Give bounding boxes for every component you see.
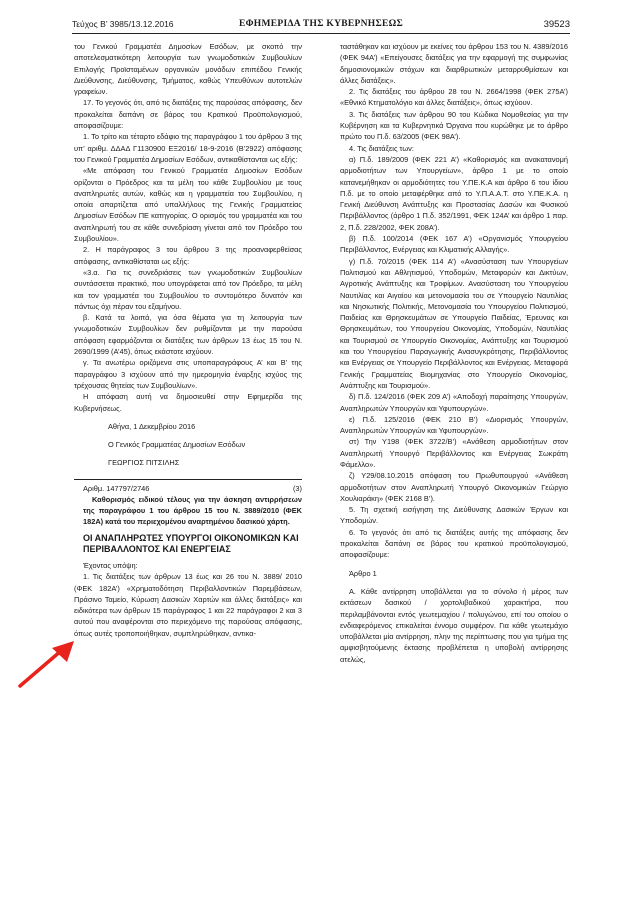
paragraph: ε) Π.δ. 125/2016 (ΦΕΚ 210 Β’) «Διορισμός Υπουργών, Αναπληρωτών Υπουργών και Υφυπουργών».: [340, 414, 568, 436]
signature-date: Αθήνα, 1 Δεκεμβρίου 2016: [108, 421, 196, 431]
decision-block: [74, 479, 302, 527]
paragraph: 2. Τις διατάξεις του άρθρου 28 του Ν. 2664/1998 (ΦΕΚ 275Α’) «Εθνικό Κτηματολόγιο και άλλες διατάξεις», όπως ισχύουν.: [340, 87, 568, 108]
paragraph: στ) Την Υ198 (ΦΕΚ 3722/Β’) «Ανάθεση αρμοδιοτήτων στον Αναπληρωτή Υπουργό Περιβάλλοντος και Ενέργειας Σωκράτη Φάμελλο».: [340, 437, 568, 469]
signature-role: Ο Γενικός Γραμματέας Δημοσίων Εσόδων: [108, 440, 246, 450]
paragraph: του Γενικού Γραμματέα Δημοσίων Εσόδων, με σκοπό την αποτελεσματικότερη λειτουργία των γνωμοδοτικών Συμβουλίων Επιλογής Προϊσταμένων οργανικών μονάδων επιπέδου Γενικής Διεύθυνσης, Διεύθυνσης, Τμήματος, καθώς Υπευθύνων αυτοτελών γραφείων.: [74, 42, 302, 97]
paragraph: «Με απόφαση του Γενικού Γραμματέα Δημοσίων Εσόδων ορίζονται ο Πρόεδρος και τα μέλη του κάθε Συμβουλίου με τους αναπληρωτές αυτών, καθώς και η γραμματεία του Συμβουλίου, η οποία απαρτίζεται από υπαλλήλους της Γενικής Γραμματείας Δημοσίων Εσόδων ΠΕ κατηγορίας. Ο ορισμός του γραμματέα και του αναπληρωτή του σε κάθε συνεδρίαση γίνεται από τον Πρόεδρο του Συμβουλίου».: [74, 166, 302, 244]
article-heading: Άρθρο 1: [349, 568, 377, 578]
paragraph: Η απόφαση αυτή να δημοσιευθεί στην Εφημερίδα της Κυβερνήσεως.: [74, 392, 302, 413]
decision-index: (3): [292, 483, 302, 493]
paragraph: 5. Τη σχετική εισήγηση της Διεύθυνσης Δασικών Έργων και Υποδομών.: [340, 505, 568, 526]
signature-name: ΓΕΩΡΓΙΟΣ ΠΙΤΣΙΛΗΣ: [108, 458, 180, 468]
left-column: [74, 41, 302, 639]
paragraph: γ. Τα ανωτέρω οριζόμενα στις υποπαραγράφους Α’ και Β’ της παραγράφου 3 ισχύουν από την ημερομηνία έναρξης ισχύος της τρέχουσας θητείας των Συμβουλίων».: [74, 358, 302, 390]
page-number: 39523: [543, 19, 570, 30]
paragraph: α) Π.δ. 189/2009 (ΦΕΚ 221 Α’) «Καθορισμός και ανακατανομή αρμοδιοτήτων των Υπουργείων», άρθρο 1 με το οποίο κατανεμήθηκαν οι αρμοδιότητες του Υ.ΠΕ.Κ.Α και άρθρο 6 του ίδιου Π.δ. με το οποίο μεταφέρθηκε από το Υ.Π.Α.Α.Τ. στο Υ.ΠΕ.Κ.Α. η Γενική Διεύθυνση Ανάπτυξης και Προστασίας Δασών και Φυσικού Περιβάλλοντος (άρθρο 1 Π.δ. 352/1991, ΦΕΚ 124Α’ και άρθρο 1 παρ. 2, Π.δ. 228/2002, ΦΕΚ 208Α’).: [340, 154, 568, 232]
paragraph: β) Π.δ. 100/2014 (ΦΕΚ 167 Α’) «Οργανισμός Υπουργείου Περιβάλλοντος, Ενέργειας και Κλιματικής Αλλαγής».: [340, 234, 568, 255]
page-header: [72, 19, 570, 34]
paragraph: ταστάθηκαν και ισχύουν με εκείνες του άρθρου 153 του Ν. 4389/2016 (ΦΕΚ 94Α’) «Επείγουσες διατάξεις για την εφαρμογή της συμφωνίας δημοσιονομικών στόχων και διαρθρωτικών μεταρρυθμίσεων και άλλες διατάξεις».: [340, 42, 568, 85]
paragraph: ζ) Υ29/08.10.2015 απόφαση του Πρωθυπουργού «Ανάθεση αρμοδιοτήτων στον Αναπληρωτή Υπουργό Οικονομικών Γεώργιο Χουλιαράκη» (ΦΕΚ 2168 Β’).: [340, 471, 568, 503]
paragraph: 2. Η παράγραφος 3 του άρθρου 3 της προαναφερθείσας απόφασης, αντικαθίσταται ως εξής:: [74, 245, 302, 266]
considering-label: Έχοντας υπόψη:: [83, 560, 138, 570]
paragraph: 3. Τις διατάξεις των άρθρου 90 του Κώδικα Νομοθεσίας για την Κυβέρνηση και τα Κυβερνητικά Όργανα που κυρώθηκε με το άρθρο πρώτο του Π.δ. 63/2005 (ΦΕΚ 98Α’).: [340, 109, 568, 142]
paragraph: 1. Τις διατάξεις των άρθρων 13 έως και 26 του Ν. 3889/ 2010 (ΦΕΚ 182Α’) «Χρηματοδότηση Περιβαλλοντικών Παρεμβάσεων, Πράσινο Ταμείο, Κύρωση Δασικών Χαρτών και άλλες διατάξεις» και ειδικότερα των άρθρων 15 παράγραφος 1 και 22 παράγραφοι 2 και 3 αυτού που αναφέρονται στο περιεχόμενο της παρούσας απόφασης, όπως αυτές τροποποιήθηκαν, συμπληρώθηκαν, αντικα-: [74, 572, 302, 638]
right-column: [340, 41, 568, 665]
paragraph: γ) Π.δ. 70/2015 (ΦΕΚ 114 Α’) «Ανασύσταση των Υπουργείων Πολιτισμού και Αθλητισμού, Υποδομών, Μεταφορών και Δικτύων, Αγροτικής Ανάπτυξης και Τροφίμων. Ανασύσταση του Υπουργείου Ναυτιλίας και Αιγαίου και μετονομασία του σε Υπουργείο Ναυτιλίας και Νησιωτικής Πολιτικής, Μετονομασία του Υπουργείου Πολιτισμού, Παιδείας και Θρησκευμάτων σε Υπουργείο Παιδείας, Έρευνας και Θρησκευμάτων, του Υπουργείου Οικονομίας, Υποδομών, Ναυτιλίας και Τουρισμού σε Υπουργείο Οικονομίας, Ανάπτυξης και Τουρισμού και του Υπουργείου Παραγωγικής Ανασυγκρότησης, Περιβάλλοντος και Ενέργειας σε Υπουργείο Περιβάλλοντος και Ενέργειας. Μεταφορά Γενικής Γραμματείας Βιομηχανίας στο Υπουργείο Οικονομίας, Ανάπτυξης και Τουρισμού».: [340, 256, 568, 390]
gazette-title: ΕΦΗΜΕΡΙΔΑ ΤΗΣ ΚΥΒΕΡΝΗΣΕΩΣ: [238, 19, 404, 29]
paragraph: 6. Το γεγονός ότι από τις διατάξεις αυτής της απόφασης δεν προκαλείται δαπάνη σε βάρος του κρατικού προϋπολογισμού, αποφασίζουμε:: [340, 527, 568, 560]
red-arrow-icon: [18, 640, 78, 688]
paragraph: 4. Τις διατάξεις των:: [349, 143, 414, 153]
paragraph: δ) Π.δ. 124/2016 (ΦΕΚ 209 Α’) «Αποδοχή παραίτησης Υπουργών, Αναπληρωτών Υπουργών και Υφυπουργών».: [340, 392, 568, 413]
paragraph: Α. Κάθε αντίρρηση υποβάλλεται για το σύνολο ή μέρος των εκτάσεων δασικού / χορτολιβαδικού χαρακτήρα, που περιλαμβάνονται εντός γεωτεμαχίου / πολυγώνου, επί του οποίου ο ενδιαφερόμενος επικαλείται έννομο συμφέρον. Για κάθε γεωτεμάχιο υποβάλλεται μία αντίρρηση, πλην της περίπτωσης που για τμήμα της αμφισβητούμενης έκτασης προβλέπεται η υποβολή αντίρρησης ατελώς,: [340, 586, 568, 664]
issuing-authority: ΟΙ ΑΝΑΠΛΗΡΩΤΕΣ ΥΠΟΥΡΓΟΙ ΟΙΚΟΝΟΜΙΚΩΝ ΚΑΙ ΠΕΡΙΒΑΛΛΟΝΤΟΣ ΚΑΙ ΕΝΕΡΓΕΙΑΣ: [83, 532, 299, 555]
issue-label: Τεύχος Β’ 3985/13.12.2016: [72, 19, 174, 29]
paragraph: β. Κατά τα λοιπά, για όσα θέματα για τη λειτουργία των γνωμοδοτικών Συμβουλίων δεν ρυθμίζονται με την παρούσα απόφαση εφαρμόζονται οι διατάξεις των άρθρων 13 έως 15 του Ν. 2690/1999 (Α’45), όπως εκάστοτε ισχύουν.: [74, 313, 302, 357]
paragraph: «3.α. Για τις συνεδριάσεις των γνωμοδοτικών Συμβουλίων συντάσσεται πρακτικό, που υπογράφεται από τον Πρόεδρο, τα μέλη και τον γραμματέα του Συμβουλίου το συντομότερο δυνατόν και πάντως όχι πέραν του εξαμήνου.: [74, 267, 302, 311]
decision-number: Αριθμ. 147797/2746: [83, 483, 150, 493]
decision-title: Καθορισμός ειδικού τέλους για την άσκηση αντιρρήσεων της παραγράφου 1 του άρθρου 15 του Ν. 3889/2010 (ΦΕΚ 182Α) κατά του περιεχομένου αναρτημένου δασικού χάρτη.: [83, 494, 302, 526]
paragraph: 17. Το γεγονός ότι, από τις διατάξεις της παρούσας απόφασης, δεν προκαλείται δαπάνη σε βάρος του Κρατικού Προϋπολογισμού, αποφασίζουμε:: [74, 98, 302, 131]
paragraph: 1. Το τρίτο και τέταρτο εδάφιο της παραγράφου 1 του άρθρου 3 της υπ’ αριθμ. ΔΔΑΔ Γ1130900 ΕΞ2016/ 18-9-2016 (Β’2922) απόφασης του Γενικού Γραμματέα Δημοσίων Εσόδων, αντικαθίστανται ως εξής:: [74, 132, 302, 164]
